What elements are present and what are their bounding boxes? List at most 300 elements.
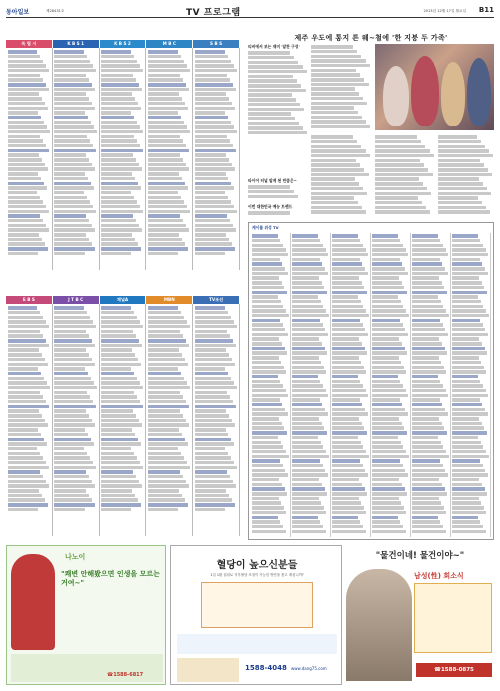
text-line [54,325,96,328]
text-line [8,489,39,492]
text-line [412,398,440,401]
text-line [101,414,136,417]
text-line [292,258,320,261]
text-line [412,356,439,359]
text-line [101,97,135,100]
text-line [8,172,39,175]
text-line [101,353,135,356]
text-line [101,83,139,86]
text-line [452,281,482,284]
article-column [248,178,308,198]
text-line [252,305,283,308]
text-line [101,92,132,95]
text-line [54,409,86,412]
text-line [372,361,401,364]
text-line [195,121,231,124]
text-line [452,328,485,331]
text-line [252,483,282,486]
channel-header: MBN [146,296,192,304]
text-line [148,224,186,227]
text-line [195,135,228,138]
text-line [8,466,50,469]
text-line [292,511,326,514]
text-line [148,74,180,77]
text-line [292,375,318,378]
text-line [195,414,230,417]
text-line [148,69,190,72]
cable-guide-column [291,233,331,537]
text-line [101,325,143,328]
text-line [252,473,288,476]
text-line [54,489,85,492]
text-line [148,494,182,497]
text-line [195,391,228,394]
text-line [195,205,234,208]
text-line [148,247,188,250]
text-line [8,377,44,380]
text-line [101,163,139,166]
text-line [332,422,362,425]
text-line [372,520,400,523]
text-line [412,366,444,369]
text-line [195,88,236,91]
text-line [148,405,190,408]
text-line [148,353,182,356]
text-line [8,372,41,375]
text-line [252,417,279,420]
text-line [311,55,361,58]
issue-number: 제28431호 [46,9,65,13]
text-line [54,125,93,128]
text-line [372,487,405,490]
text-line [372,398,400,401]
text-line [195,102,232,105]
text-line [248,89,306,92]
text-line [8,475,43,478]
text-line [332,323,363,326]
text-line [8,139,44,142]
text-line [101,69,143,72]
text-line [311,116,362,119]
text-line [372,422,402,425]
text-line [292,487,325,490]
text-line [311,149,366,152]
text-line [54,107,94,110]
text-line [252,295,278,298]
text-line [372,239,400,242]
text-line [148,498,185,501]
article-column [311,44,371,134]
text-line [54,456,90,459]
text-line [252,436,278,439]
text-line [148,153,180,156]
text-line [148,367,178,370]
cable-guide-box [248,222,494,540]
text-line [195,311,228,314]
text-line [372,375,398,378]
text-line [372,342,402,345]
text-line [148,330,180,333]
text-line [54,163,92,166]
text-line [195,377,231,380]
text-line [372,445,403,448]
text-line [412,337,439,340]
text-line [195,419,233,422]
ad-dangbang [170,545,342,685]
text-line [8,69,50,72]
text-line [195,428,226,431]
text-line [8,339,46,342]
text-line [252,380,280,383]
article-column [375,134,435,220]
text-line [372,305,403,308]
article-column [248,204,308,218]
text-line [332,239,360,242]
text-line [372,450,406,453]
text-line [311,97,363,100]
text-line [54,200,90,203]
text-line [452,351,487,354]
text-line [248,195,298,198]
ad-copy-area [177,634,337,654]
text-line [292,281,322,284]
text-line [248,79,297,82]
text-line [148,102,185,105]
text-line [148,391,181,394]
text-line [8,428,39,431]
text-line [195,153,227,156]
text-line [8,130,50,133]
text-line [372,394,408,397]
text-line [195,353,229,356]
text-line [252,323,283,326]
text-line [8,182,45,185]
text-line [412,408,445,411]
text-line [195,214,227,217]
text-line [412,441,441,444]
text-line [8,200,44,203]
ad-model-figure [346,569,412,681]
text-line [252,478,279,481]
text-line [248,65,303,68]
text-line [252,511,286,514]
text-line [195,125,234,128]
text-line [332,445,363,448]
text-line [292,323,323,326]
text-line [252,441,281,444]
text-line [8,306,38,309]
channel-header: K B S 1 [53,40,99,48]
text-line [452,286,484,289]
text-line [452,300,481,303]
text-line [54,498,91,501]
text-line [148,172,179,175]
text-line [452,342,482,345]
text-line [412,492,447,495]
text-line [332,455,369,458]
text-line [195,508,225,511]
text-line [54,69,96,72]
text-line [195,238,229,241]
text-line [292,459,320,462]
text-line [195,60,231,63]
text-line [452,394,488,397]
text-line [452,239,480,242]
text-line [8,135,41,138]
text-line [195,247,235,250]
text-line [438,149,489,152]
text-line [252,291,287,294]
schedule-grid-top [6,40,240,272]
text-line [195,339,233,342]
text-line [101,167,142,170]
text-line [252,408,285,411]
text-line [332,366,364,369]
text-line [332,426,364,429]
text-line [195,144,234,147]
text-line [452,398,480,401]
text-line [101,78,136,81]
text-line [311,78,364,81]
text-line [292,276,319,279]
text-line [452,450,486,453]
text-line [148,456,184,459]
text-line [412,520,440,523]
text-line [248,51,290,54]
masthead [6,4,494,18]
text-line [148,484,189,487]
text-line [148,88,189,91]
text-line [101,311,134,314]
text-line [54,470,86,473]
ad-subtitle: 남성(性) 희소식 [414,572,464,580]
text-line [8,121,44,124]
text-line [452,478,479,481]
text-line [148,452,181,455]
text-line [54,83,92,86]
text-line [101,498,138,501]
text-line [8,358,45,361]
text-line [8,386,50,389]
text-line [372,328,405,331]
text-line [148,78,183,81]
text-line [195,452,228,455]
text-line [8,395,44,398]
text-line [372,309,406,312]
text-line [101,135,134,138]
text-line [292,469,325,472]
text-line [101,391,134,394]
text-line [252,300,281,303]
text-line [332,370,366,373]
text-line [195,191,225,194]
text-line [8,88,49,91]
text-line [101,419,139,422]
text-line [412,347,445,350]
text-line [311,163,360,166]
text-line [54,330,86,333]
text-line [8,480,46,483]
text-line [148,372,181,375]
text-line [195,242,232,245]
text-line [375,145,425,148]
schedule-column [193,304,240,536]
text-line [101,400,140,403]
text-line [311,125,370,128]
text-line [195,409,227,412]
text-line [452,431,487,434]
channel-header: TV조선 [193,296,239,304]
text-line [292,314,329,317]
text-line [372,511,406,514]
text-line [452,366,484,369]
text-line [292,408,325,411]
text-line [311,120,366,123]
text-line [54,144,93,147]
text-line [195,186,235,189]
text-line [54,316,90,319]
text-line [372,464,403,467]
text-line [148,400,187,403]
text-line [54,377,90,380]
text-line [148,177,182,180]
text-line [54,252,84,255]
text-line [332,398,360,401]
cable-guide-column [251,233,291,537]
text-line [195,182,232,185]
text-line [101,381,140,384]
text-line [311,87,355,90]
text-line [54,400,93,403]
schedule-column [53,304,100,536]
text-line [8,367,38,370]
text-line [452,520,480,523]
schedule-grid-bottom [6,296,240,538]
text-line [311,196,354,199]
text-line [54,186,94,189]
text-line [452,262,482,265]
article-column [311,134,371,220]
text-line [252,394,288,397]
channel-header: M B C [146,40,192,48]
feature-headline: 제주 우도에 통지 튼 웨~철에 '한 지붕 두 가족' [294,34,448,42]
schedule-column [146,48,193,270]
text-line [195,107,235,110]
text-line [148,381,187,384]
text-line [148,252,178,255]
text-line [148,228,189,231]
text-line [8,167,49,170]
text-line [101,452,134,455]
text-line [372,455,409,458]
text-line [54,205,93,208]
text-line [195,405,237,408]
text-line [332,309,366,312]
schedule-column [193,48,240,270]
text-line [101,219,136,222]
text-line [252,281,282,284]
text-line [412,314,449,317]
text-line [195,55,228,58]
text-line [375,182,423,185]
text-line [372,295,398,298]
text-line [452,497,479,500]
text-line [292,380,320,383]
text-line [8,461,47,464]
text-line [8,186,48,189]
text-line [195,466,237,469]
text-line [8,247,48,250]
text-line [292,295,318,298]
text-line [54,153,86,156]
text-line [54,224,92,227]
section-title: TV 프로그램 [186,8,241,18]
text-line [54,438,91,441]
text-line [101,348,132,351]
text-line [292,431,327,434]
article-column [438,134,494,220]
text-line [148,447,178,450]
text-line [412,248,446,251]
text-line [101,153,133,156]
text-line [311,59,366,62]
text-line [148,50,178,53]
text-line [412,295,438,298]
text-line [372,412,408,415]
text-line [311,106,354,109]
text-line [452,267,485,270]
text-line [8,320,47,323]
text-line [412,417,439,420]
text-line [8,60,44,63]
text-line [54,88,95,91]
text-line [332,408,365,411]
text-line [252,459,280,462]
text-line [195,78,230,81]
text-line [195,372,228,375]
text-line [252,403,282,406]
text-line [372,333,408,336]
text-line [101,233,132,236]
text-line [438,196,478,199]
text-line [8,400,47,403]
text-line [252,422,282,425]
text-line [54,97,88,100]
text-line [332,511,366,514]
text-line [54,311,87,314]
text-line [332,492,367,495]
schedule-column [53,48,100,270]
text-line [452,258,480,261]
text-line [101,442,141,445]
text-line [252,497,279,500]
text-line [101,316,137,319]
text-line [101,494,135,497]
text-line [292,412,328,415]
text-line [372,258,400,261]
text-line [195,228,236,231]
text-line [148,339,186,342]
channel-header: J T B C [53,296,99,304]
text-line [452,422,482,425]
text-line [195,111,225,114]
text-line [148,377,184,380]
text-line [148,325,190,328]
text-line [101,182,138,185]
text-line [54,452,87,455]
text-line [412,501,441,504]
text-line [332,525,363,528]
